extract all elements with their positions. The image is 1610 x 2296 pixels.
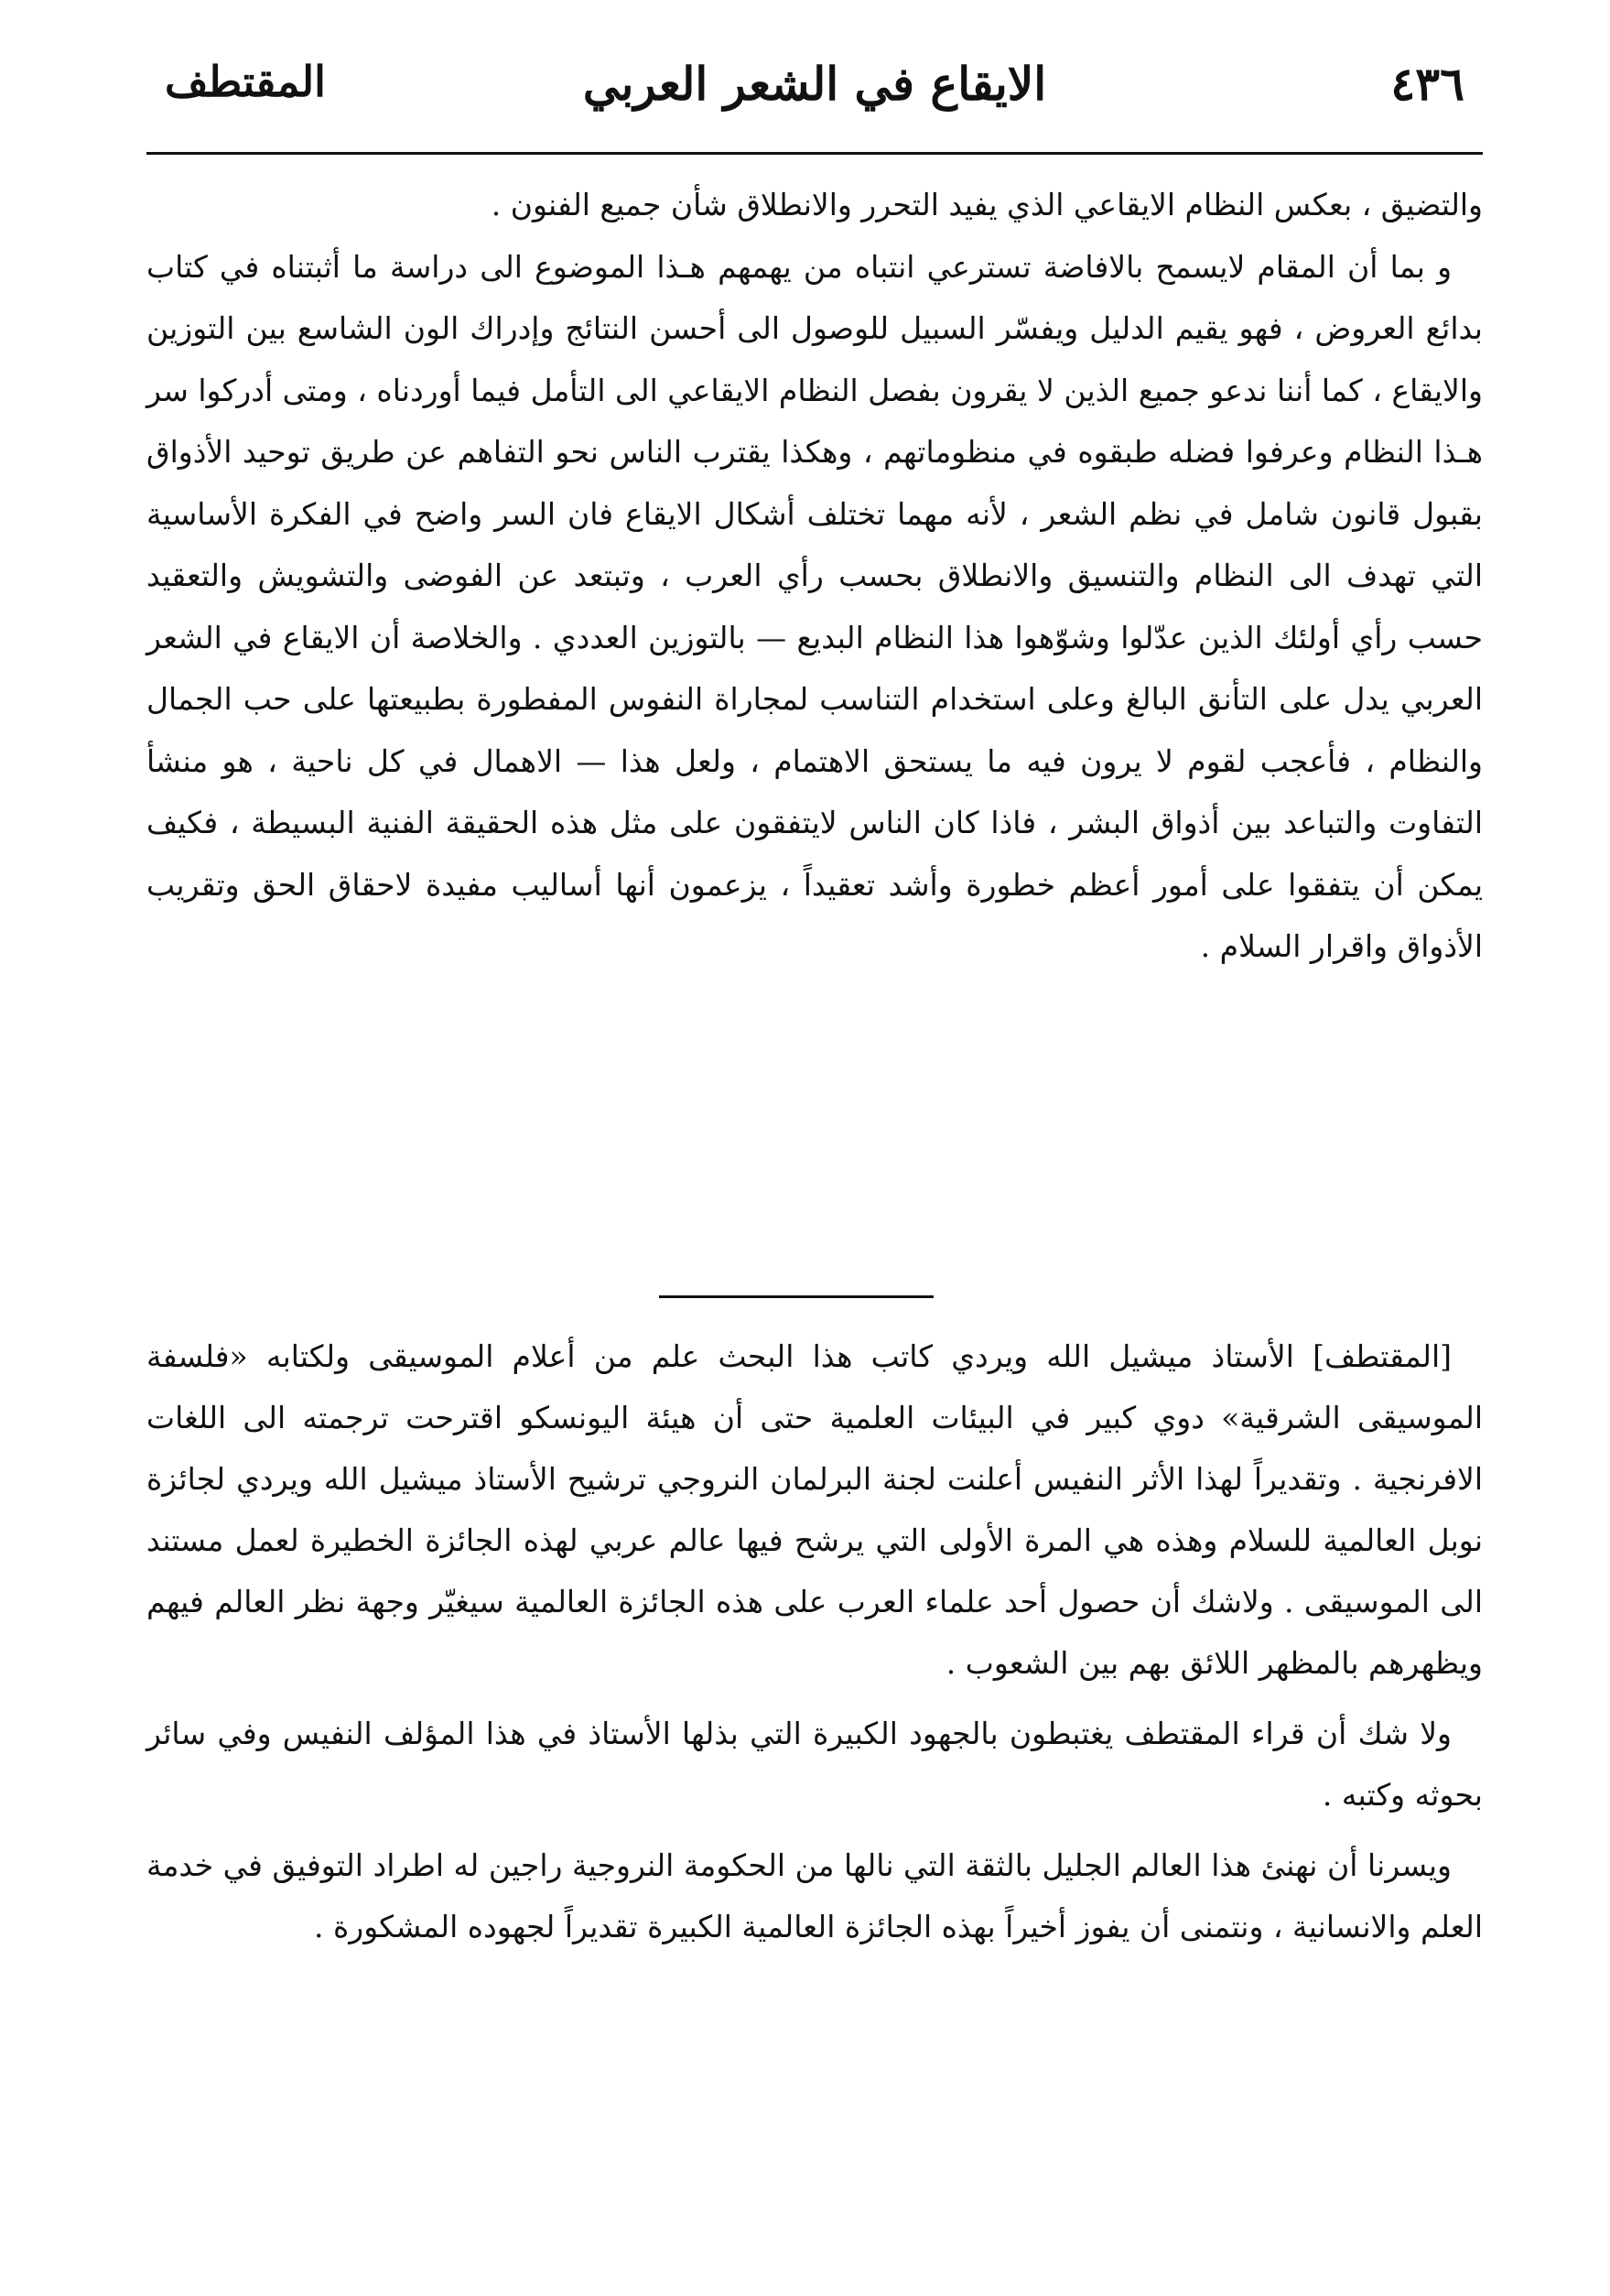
note-paragraph: [المقتطف] الأستاذ ميشيل الله ويردي كاتب هذا البحث علم من أعلام الموسيقى ولكتابه «فلسفة الموسيقى الشرقية» دوي كبير في البيئات العلمية حتى أن هيئة اليونسكو اقترحت ترجمته الى اللغات الافرنجية . وتقديراً لهذا الأثر النفيس أعلنت لجنة البرلمان النروجي ترشيح الأستاذ ميشيل الله ويردي لجائزة نوبل العالمية للسلام وهذه هي المرة الأولى التي يرشح فيها عالم عربي لهذه الجائزة الخطيرة لعمل مستند الى الموسيقى . ولاشك أن حصول أحد علماء العرب على هذه الجائزة العالمية سيغيّر وجهة نظر العالم فيهم ويظهرهم بالمظهر اللائق بهم بين الشعوب . [146, 1338, 1483, 1681]
page-header [165, 57, 1464, 130]
body-paragraph: والتضيق ، بعكس النظام الايقاعي الذي يفيد التحرر والانطلاق شأن جميع الفنون . [491, 187, 1483, 222]
page-number: ٤٣٦ [1390, 57, 1464, 111]
note-paragraph: ويسرنا أن نهنئ هذا العالم الجليل بالثقة التي نالها من الحكومة النروجية راجين له اطراد التوفيق في خدمة العلم والانسانية ، ونتمنى أن يفوز أخيراً بهذه الجائزة العالمية الكبيرة تقديراً لجهوده المشكورة . [146, 1847, 1483, 1944]
running-title: الايقاع في الشعر العربي [582, 57, 1047, 111]
editor-note [146, 1326, 1483, 1957]
note-paragraph: ولا شك أن قراء المقتطف يغتبطون بالجهود الكبيرة التي بذلها الأستاذ في هذا المؤلف النفيس وفي سائر بحوثه وكتبه . [146, 1716, 1483, 1813]
article-body [146, 174, 1483, 978]
section-separator [659, 1295, 934, 1298]
journal-name: المقتطف [165, 57, 326, 106]
header-rule [146, 152, 1483, 155]
body-paragraph: و بما أن المقام لايسمح بالافاضة تسترعي انتباه من يهمهم هـذا الموضوع الى دراسة ما أثبتناه في كتاب بدائع العروض ، فهو يقيم الدليل ويفسّر السبيل للوصول الى أحسن النتائج وإدراك الون الشاسع بين التوزين والايقاع ، كما أننا ندعو جميع الذين لا يقرون بفصل النظام الايقاعي الى التأمل فيما أوردناه ، ومتى أدركوا سر هـذا النظام وعرفوا فضله طبقوه في منظوماتهم ، وهكذا يقترب الناس نحو التفاهم عن طريق توحيد الأذواق بقبول قانون شامل في نظم الشعر ، لأنه مهما تختلف أشكال الايقاع فان السر واضح في الفكرة الأساسية التي تهدف الى النظام والتنسيق والانطلاق بحسب رأي العرب ، وتبتعد عن الفوضى والتشويش والتعقيد حسب رأي أولئك الذين عدّلوا وشوّهوا هذا النظام البديع — بالتوزين العددي . والخلاصة أن الايقاع في الشعر العربي يدل على التأنق البالغ وعلى استخدام التناسب لمجاراة النفوس المفطورة بطبيعتها على حب الجمال والنظام ، فأعجب لقوم لا يرون فيه ما يستحق الاهتمام ، ولعل هذا — الاهمال في كل ناحية ، هو منشأ التفاوت والتباعد بين أذواق البشر ، فاذا كان الناس لايتفقون على مثل هذه الحقيقة الفنية البسيطة ، فكيف يمكن أن يتفقوا على أمور أعظم خطورة وأشد تعقيداً ، يزعمون أنها أساليب مفيدة لاحقاق الحق وتقريب الأذواق واقرار السلام . [146, 248, 1483, 964]
